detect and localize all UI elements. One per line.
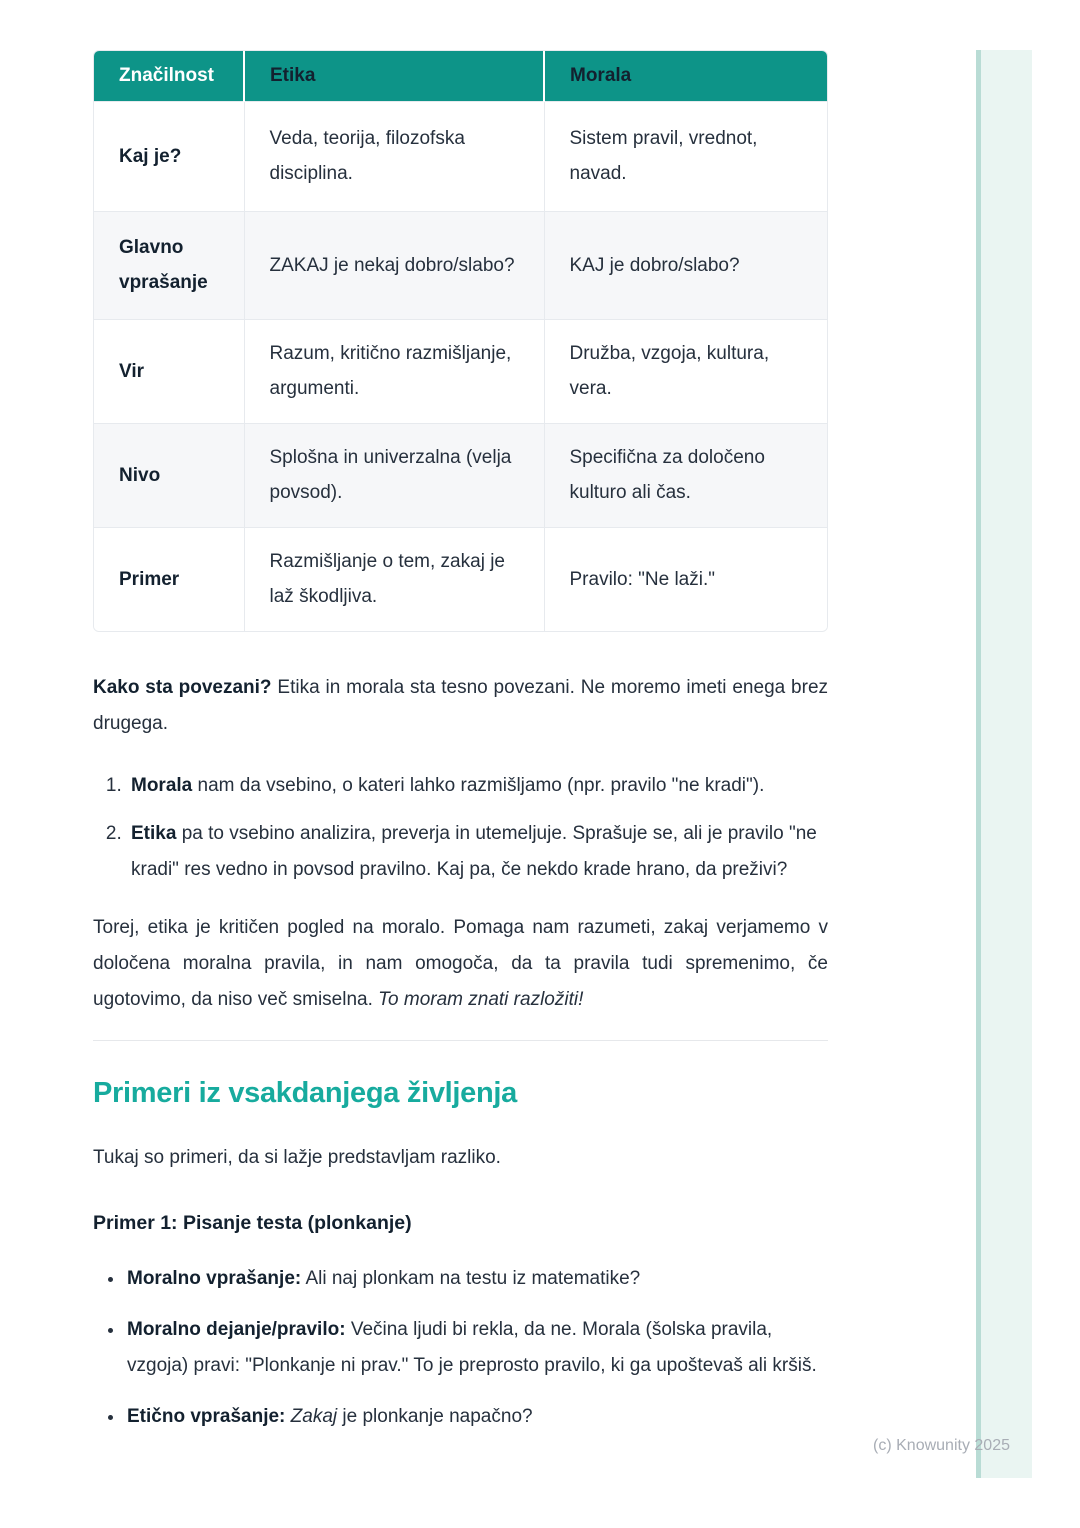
bullet-item: • Etično vprašanje: Zakaj je plonkanje napačno?	[125, 1399, 828, 1435]
section-heading: Primeri iz vsakdanjega življenja	[93, 1077, 517, 1109]
connection-list	[93, 768, 828, 888]
copyright-credit: (c) Knowunity 2025	[873, 1437, 1010, 1454]
row-label: Kaj je?	[94, 101, 244, 211]
example1-bullet-list	[93, 1261, 828, 1435]
row-label: Primer	[94, 527, 244, 631]
bullet-item: • Moralno vprašanje: Ali naj plonkam na testu iz matematike?	[125, 1261, 828, 1297]
comparison-table	[93, 50, 828, 632]
table-row	[94, 527, 828, 631]
connection-lead-bold: Kako sta povezani?	[93, 677, 272, 698]
cell-etika: Veda, teorija, filozofska disciplina.	[244, 101, 544, 211]
cell-etika: ZAKAJ je nekaj dobro/slabo?	[244, 211, 544, 319]
summary-note-italic: To moram znati razložiti!	[378, 989, 584, 1010]
cell-morala: Specifična za določeno kulturo ali čas.	[544, 423, 828, 527]
row-label: Vir	[94, 319, 244, 423]
row-label: Glavno vprašanje	[94, 211, 244, 319]
cell-morala: Sistem pravil, vrednot, navad.	[544, 101, 828, 211]
table-header-znacilnost: Značilnost	[94, 51, 244, 101]
cell-morala: KAJ je dobro/slabo?	[544, 211, 828, 319]
examples-intro: Tukaj so primeri, da si lažje predstavljam razliko.	[93, 1147, 501, 1168]
document-content	[93, 50, 828, 1450]
row-label: Nivo	[94, 423, 244, 527]
table-row	[94, 319, 828, 423]
connection-paragraph	[93, 670, 828, 742]
table-header-etika: Etika	[244, 51, 544, 101]
example1-title: Primer 1: Pisanje testa (plonkanje)	[93, 1212, 412, 1234]
list-item: 1. Morala nam da vsebino, o kateri lahko razmišljamo (npr. pravilo "ne kradi").	[127, 768, 828, 804]
table-row	[94, 423, 828, 527]
cell-etika: Razum, kritično razmišljanje, argumenti.	[244, 319, 544, 423]
summary-paragraph: Torej, etika je kritičen pogled na moralo. Pomaga nam razumeti, zakaj verjamemo v določena moralna pravila, in nam omogoča, da ta pravila tudi spremenimo, če ugotovimo, da niso več smiselna. To moram znati razložiti!	[93, 917, 828, 1010]
decorative-stripe	[976, 50, 1032, 1478]
cell-morala: Pravilo: "Ne laži."	[544, 527, 828, 631]
list-item: 2. Etika pa to vsebino analizira, preverja in utemeljuje. Sprašuje se, ali je pravilo "ne kradi" res vedno in povsod pravilno. Kaj pa, če nekdo krade hrano, da preživi?	[127, 816, 828, 888]
table-row	[94, 101, 828, 211]
cell-morala: Družba, vzgoja, kultura, vera.	[544, 319, 828, 423]
cell-etika: Splošna in univerzalna (velja povsod).	[244, 423, 544, 527]
table-header-row	[94, 51, 828, 101]
section-divider	[93, 1040, 828, 1041]
connection-lead-text: Etika in morala sta tesno povezani. Ne moremo imeti enega brez drugega.	[93, 677, 829, 734]
table-row	[94, 211, 828, 319]
cell-etika: Razmišljanje o tem, zakaj je laž škodljiva.	[244, 527, 544, 631]
bullet-item: • Moralno dejanje/pravilo: Večina ljudi bi rekla, da ne. Morala (šolska pravila, vzgoja) pravi: "Plonkanje ni prav." To je preprosto pravilo, ki ga upoštevaš ali kršiš.	[125, 1312, 828, 1384]
table-header-morala: Morala	[544, 51, 828, 101]
